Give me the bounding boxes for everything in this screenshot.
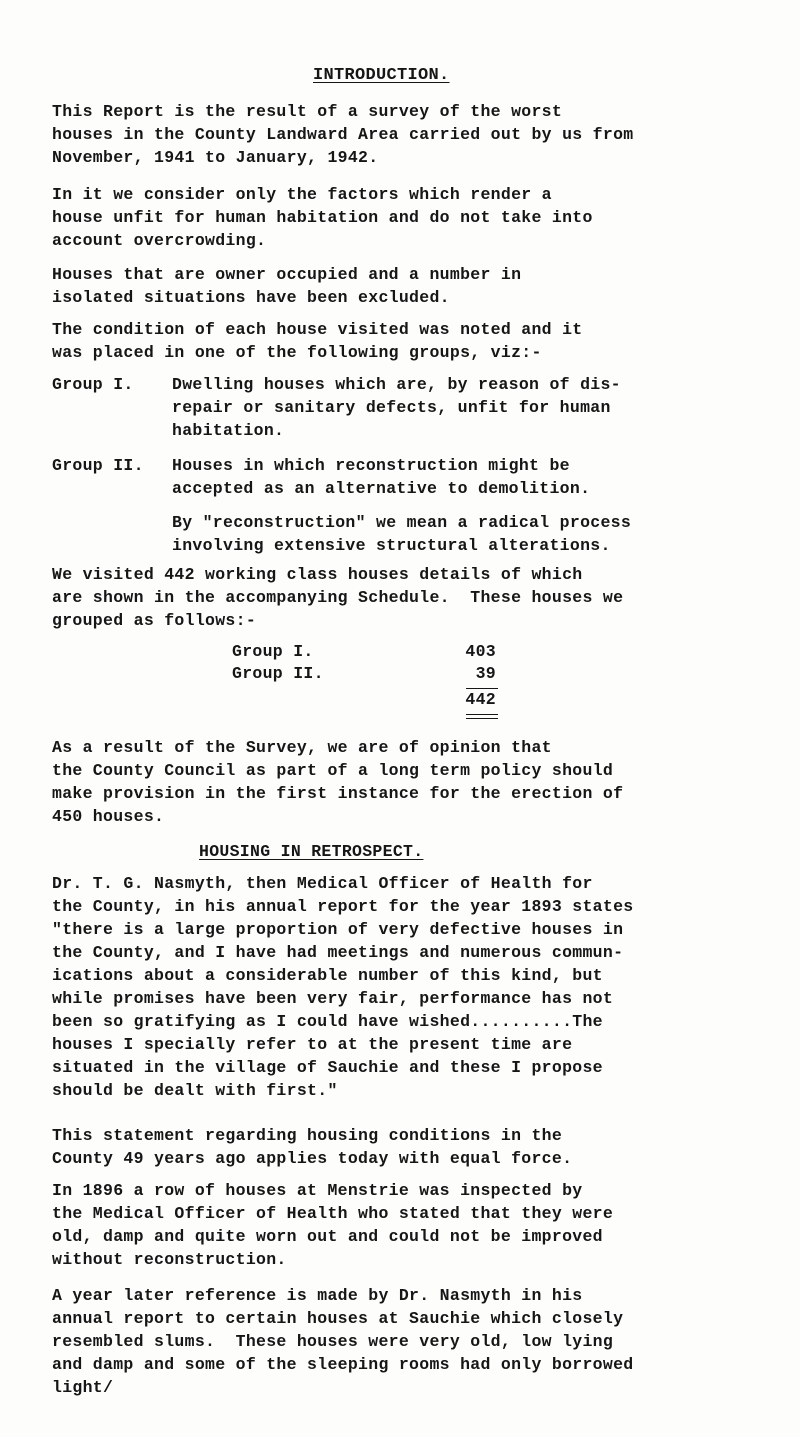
text-line: isolated situations have been excluded. xyxy=(52,288,450,307)
text-line: This Report is the result of a survey of the worst xyxy=(52,102,563,121)
group-1-definition xyxy=(172,373,621,442)
text-line: In it we consider only the factors which render a xyxy=(52,185,552,204)
text-line: should be dealt with first." xyxy=(52,1081,338,1100)
text-line: while promises have been very fair, performance has not xyxy=(52,989,614,1008)
intro-paragraph-4 xyxy=(52,318,582,364)
group-2-definition xyxy=(172,454,590,500)
text-line: the Medical Officer of Health who stated that they were xyxy=(52,1204,614,1223)
total-double-rule-bottom xyxy=(466,718,498,719)
text-line: "there is a large proportion of very defective houses in xyxy=(52,920,624,939)
text-line: A year later reference is made by Dr. Nasmyth in his xyxy=(52,1286,583,1305)
text-line: Dwelling houses which are, by reason of dis- xyxy=(172,375,621,394)
text-line: By "reconstruction" we mean a radical process xyxy=(172,513,632,532)
result-paragraph xyxy=(52,736,623,828)
table-row-label: Group I. xyxy=(232,642,314,661)
text-line: the County, in his annual report for the year 1893 states xyxy=(52,897,634,916)
text-line: are shown in the accompanying Schedule. These houses we xyxy=(52,588,624,607)
table-row-label: Group II. xyxy=(232,664,324,683)
text-line: old, damp and quite worn out and could not be improved xyxy=(52,1227,603,1246)
text-line: light/ xyxy=(52,1378,114,1397)
text-line: habitation. xyxy=(172,421,285,440)
retro-paragraph-2 xyxy=(52,1124,572,1170)
text-line: situated in the village of Sauchie and these I propose xyxy=(52,1058,603,1077)
text-line: house unfit for human habitation and do not take into xyxy=(52,208,593,227)
text-line: Houses in which reconstruction might be xyxy=(172,456,570,475)
text-line: In 1896 a row of houses at Menstrie was inspected by xyxy=(52,1181,583,1200)
text-line: resembled slums. These houses were very old, low lying xyxy=(52,1332,614,1351)
intro-paragraph-1 xyxy=(52,100,634,169)
text-line: make provision in the first instance for the erection of xyxy=(52,784,624,803)
text-line: Dr. T. G. Nasmyth, then Medical Officer of Health for xyxy=(52,874,593,893)
retro-paragraph-1 xyxy=(52,872,634,1102)
text-line: annual report to certain houses at Sauchie which closely xyxy=(52,1309,624,1328)
text-line: County 49 years ago applies today with equal force. xyxy=(52,1149,573,1168)
text-line: ications about a considerable number of this kind, but xyxy=(52,966,603,985)
text-line: November, 1941 to January, 1942. xyxy=(52,148,379,167)
text-line: Houses that are owner occupied and a number in xyxy=(52,265,522,284)
group-1-label: Group I. xyxy=(52,375,134,394)
retro-paragraph-4 xyxy=(52,1284,634,1399)
text-line: grouped as follows:- xyxy=(52,611,257,630)
text-line: been so gratifying as I could have wished..........The xyxy=(52,1012,603,1031)
text-line: repair or sanitary defects, unfit for human xyxy=(172,398,611,417)
text-line: 450 houses. xyxy=(52,807,165,826)
text-line: and damp and some of the sleeping rooms had only borrowed xyxy=(52,1355,634,1374)
table-row-value: 403 xyxy=(465,642,496,661)
text-line: houses I specially refer to at the present time are xyxy=(52,1035,573,1054)
text-line: We visited 442 working class houses details of which xyxy=(52,565,583,584)
text-line: the County, and I have had meetings and numerous commun- xyxy=(52,943,624,962)
visit-paragraph xyxy=(52,563,623,632)
table-total-value: 442 xyxy=(465,690,496,709)
text-line: involving extensive structural alterations. xyxy=(172,536,611,555)
reconstruction-definition xyxy=(172,511,631,557)
text-line: houses in the County Landward Area carried out by us from xyxy=(52,125,634,144)
text-line: The condition of each house visited was noted and it xyxy=(52,320,583,339)
table-row-value: 39 xyxy=(475,664,496,683)
group-2-label: Group II. xyxy=(52,456,144,475)
text-line: accepted as an alternative to demolition. xyxy=(172,479,591,498)
total-double-rule-top xyxy=(466,714,498,715)
text-line: As a result of the Survey, we are of opinion that xyxy=(52,738,552,757)
text-line: was placed in one of the following groups, viz:- xyxy=(52,343,542,362)
text-line: without reconstruction. xyxy=(52,1250,287,1269)
text-line: This statement regarding housing conditions in the xyxy=(52,1126,563,1145)
page-title: INTRODUCTION. xyxy=(313,66,450,85)
retro-paragraph-3 xyxy=(52,1179,613,1271)
intro-paragraph-3 xyxy=(52,263,521,309)
text-line: the County Council as part of a long term policy should xyxy=(52,761,614,780)
intro-paragraph-2 xyxy=(52,183,593,252)
subtotal-rule xyxy=(466,688,498,689)
text-line: account overcrowding. xyxy=(52,231,267,250)
section-heading: HOUSING IN RETROSPECT. xyxy=(199,842,424,861)
